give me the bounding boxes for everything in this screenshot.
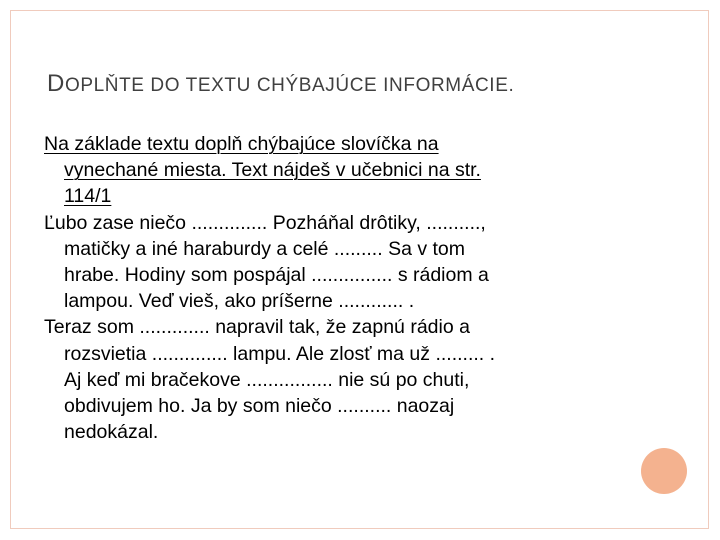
slide-title <box>47 70 514 98</box>
paragraph-2-line-1: Teraz som ............. napravil tak, že zapnú rádio a <box>44 316 470 339</box>
instruction-line-3: 114/1 <box>64 185 112 208</box>
instruction-line-2: vynechané miesta. Text nájdeš v učebnici na str. <box>64 159 481 182</box>
paragraph-1-line-1: Ľubo zase niečo .............. Pozháňal drôtiky, .........., <box>44 211 486 234</box>
paragraph-2-line-5: nedokázal. <box>64 421 159 444</box>
title-first-letter: D <box>47 70 65 97</box>
title-rest: OPLŇTE DO TEXTU CHÝBAJÚCE INFORMÁCIE. <box>64 75 515 96</box>
paragraph-1-line-4: lampou. Veď vieš, ako príšerne ............ . <box>64 290 415 313</box>
slide-body <box>44 131 684 445</box>
paragraph-2-line-4: obdivujem ho. Ja by som niečo .......... naozaj <box>64 395 455 418</box>
paragraph-2-line-3: Aj keď mi bračekove ................ nie sú po chuti, <box>64 368 470 391</box>
paragraph-1-line-3: hrabe. Hodiny som pospájal ............... s rádiom a <box>64 264 489 287</box>
paragraph-2-line-2: rozsvietia .............. lampu. Ale zlosť ma už ......... . <box>64 342 496 365</box>
instruction-line-1: Na základe textu doplň chýbajúce slovíčka na <box>44 133 439 155</box>
paragraph-1-line-2: matičky a iné haraburdy a celé ......... Sa v tom <box>64 237 466 260</box>
decorative-circle <box>641 448 687 494</box>
